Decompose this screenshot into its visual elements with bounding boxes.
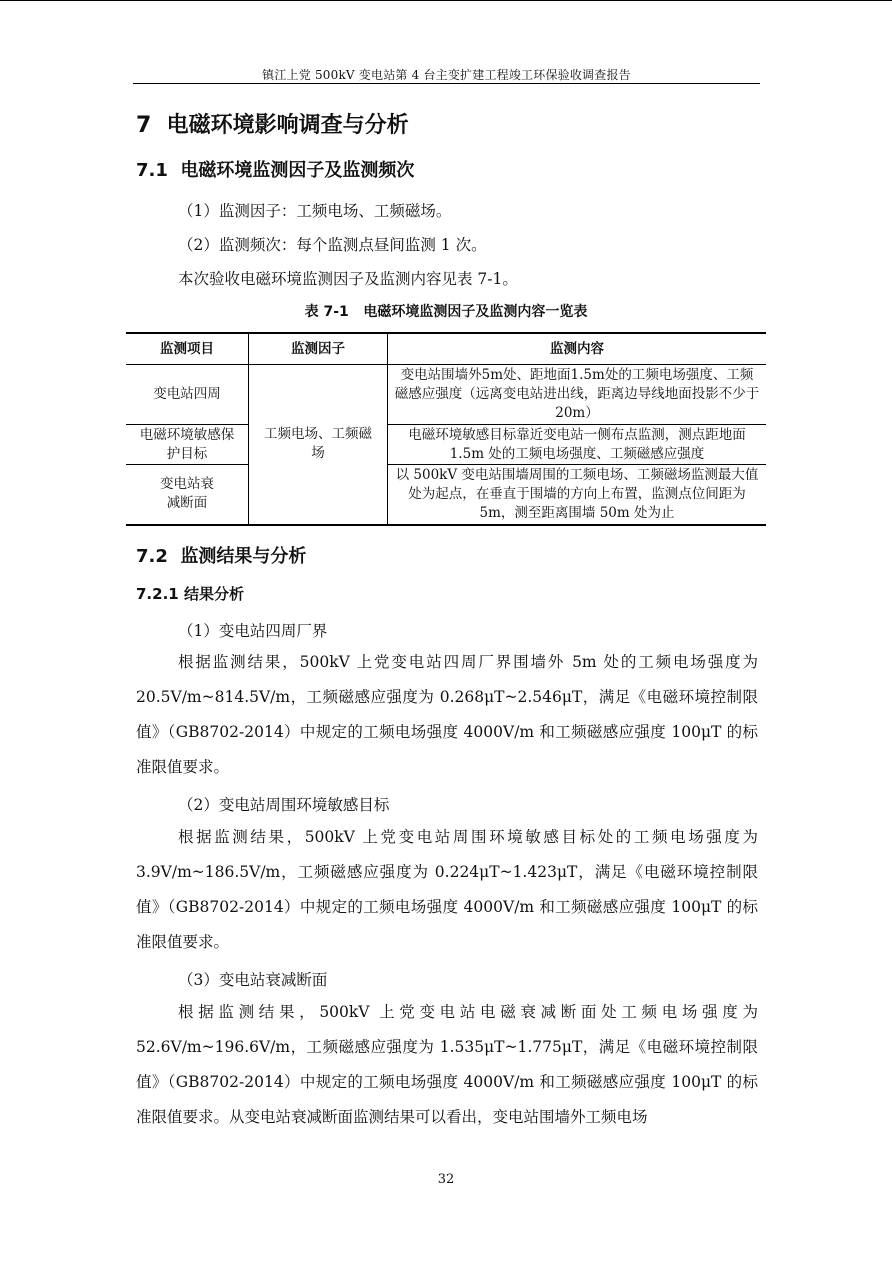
table-header-row [126,333,766,365]
header-rule [133,83,760,84]
section-number: 7 [136,113,152,138]
subsection-7-1-heading [136,156,414,182]
subsubsection-number: 7.2.1 [136,585,179,603]
part-heading: （3）变电站衰减断面 [178,971,328,989]
subsection-title: 监测结果与分析 [180,546,307,567]
part-heading: （2）变电站周围环境敏感目标 [178,796,390,814]
subsubsection-title: 结果分析 [183,585,244,603]
section-title: 电磁环境影响调查与分析 [166,113,409,138]
table-row [126,465,766,525]
intro-sentence: 本次验收电磁环境监测因子及监测内容见表 7-1。 [178,270,518,288]
table-caption [126,301,766,321]
subsection-7-2-heading [136,542,306,568]
table-cell-content: 以 500kV 变电站围墙周围的工频电场、工频磁场监测最大值处为起点，在垂直于围墙的方向上布置，监测点位间距为 5m，测至距离围墙 50m 处为止 [388,465,767,525]
table-header-cell: 监测项目 [126,333,249,365]
table-caption-number: 表 7-1 [304,304,349,320]
table-cell-item: 变电站衰减断面 [126,465,249,525]
page-number: 32 [437,1172,455,1187]
result-paragraph: 根据监测结果，500kV 上党变电站电磁衰减断面处工频电场强度为 52.6V/m~196.6V/m，工频磁感应强度为 1.535μT~1.775μT，满足《电磁环境控制限值》（GB8702-2014）中规定的工频电场强度 4000V/m 和工频磁感应强度 100μT 的标准限值要求。从变电站衰减断面监测结果可以看出，变电站围墙外工频电场 [136,1003,758,1126]
result-paragraph: 根据监测结果，500kV 上党变电站周围环境敏感目标处的工频电场强度为 3.9V/m~186.5V/m，工频磁感应强度为 0.224μT~1.423μT，满足《电磁环境控制限值》（GB8702-2014）中规定的工频电场强度 4000V/m 和工频磁感应强度 100μT 的标准限值要求。 [136,828,758,951]
subsection-number: 7.1 [136,160,168,181]
list-item: （2）监测频次：每个监测点昼间监测 1 次。 [178,236,487,254]
table-cell-content: 电磁环境敏感目标靠近变电站一侧布点监测，测点距地面 1.5m 处的工频电场强度、工频磁感应强度 [388,425,767,465]
subsection-title: 电磁环境监测因子及监测频次 [180,160,415,181]
table-cell-item: 变电站四周 [126,365,249,425]
subsection-number: 7.2 [136,546,168,567]
table-cell-item: 电磁环境敏感保护目标 [126,425,249,465]
part-heading: （1）变电站四周厂界 [178,622,328,640]
monitoring-table [126,332,766,526]
table-caption-title: 电磁环境监测因子及监测内容一览表 [363,304,588,320]
running-header: 镇江上党 500kV 变电站第 4 台主变扩建工程竣工环保验收调查报告 [262,68,631,82]
table-row [126,425,766,465]
table-cell-content: 变电站围墙外5m处、距地面1.5m处的工频电场强度、工频磁感应强度（远离变电站进出线，距离边导线地面投影不少于 20m） [388,365,767,425]
section-heading [136,108,409,139]
page-top-border [0,0,892,1]
table-row [126,365,766,425]
table-header-cell: 监测内容 [388,333,767,365]
table-cell-factor: 工频电场、工频磁场 [249,365,388,525]
subsubsection-7-2-1-heading [136,583,244,604]
result-paragraph: 根据监测结果，500kV 上党变电站四周厂界围墙外 5m 处的工频电场强度为 20.5V/m~814.5V/m，工频磁感应强度为 0.268μT~2.546μT，满足《电磁环境控制限值》（GB8702-2014）中规定的工频电场强度 4000V/m 和工频磁感应强度 100μT 的标准限值要求。 [136,653,758,776]
list-item: （1）监测因子：工频电场、工频磁场。 [178,202,452,220]
table-header-cell: 监测因子 [249,333,388,365]
